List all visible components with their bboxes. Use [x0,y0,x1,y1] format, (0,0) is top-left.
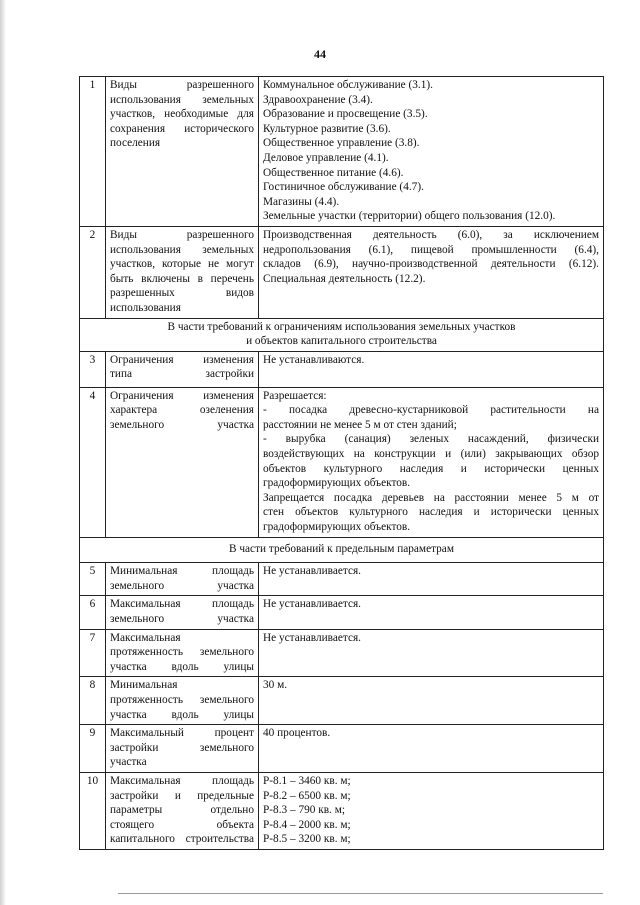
parameter-name-line: участка вдоль улицы [110,660,254,673]
table-row [80,77,604,227]
value-line: Специальная деятельность (12.2). [263,272,426,285]
row-number: 9 [80,725,106,773]
value-line: Р-8.4 – 2000 кв. м; [263,818,351,831]
value-line: 30 м. [263,679,288,692]
value-line: расстоянии не менее 5 м от стен зданий; [263,418,457,431]
parameter-name [106,677,259,725]
value-line: Р-8.2 – 6500 кв. м; [263,789,351,802]
value-line: Образование и просвещение (3.5). [263,108,428,121]
parameter-value [259,725,604,773]
parameter-value [259,351,604,387]
value-line: Здравоохранение (3.4). [263,93,373,106]
parameter-name-line: использования земельных [110,243,254,256]
parameter-name-line: стоящего объекта [110,818,254,831]
table-row [80,563,604,596]
value-line: Деловое управление (4.1). [263,151,389,164]
value-line: Магазины (4.4). [263,195,340,208]
value-line: Разрешается: [263,389,327,402]
table-row [80,629,604,677]
value-line: недропользования (6.1), пищевой промышленности (6.4), [263,243,599,256]
value-line: Не устанавливаются. [263,353,365,366]
parameter-name-line: Минимальная площадь [110,565,254,578]
value-line: стен объектов культурного наследия и исторически ценных [263,506,599,519]
parameter-name [106,629,259,677]
table-row [80,387,604,537]
parameter-value [259,226,604,318]
parameter-name [106,387,259,537]
row-number: 8 [80,677,106,725]
parameter-value [259,563,604,596]
parameter-name-line: параметры отдельно [110,804,254,817]
parameter-name-line: земельного участка [110,418,254,431]
parameter-name-line: использования земельных [110,93,254,106]
parameter-name-line: участка [110,756,147,769]
value-line: Не устанавливается. [263,631,361,644]
value-line: Запрещается посадка деревьев на расстоянии менее 5 м от [263,491,599,504]
row-number: 3 [80,351,106,387]
table-row [80,725,604,773]
regulations-table [79,76,604,850]
value-line: Р-8.5 – 3200 кв. м; [263,833,351,846]
parameter-value [259,387,604,537]
parameter-name-line: Ограничения изменения [110,389,254,402]
parameter-name-line: протяженность земельного [110,646,254,659]
table-row [80,351,604,387]
value-line: Коммунальное обслуживание (3.1). [263,79,433,91]
value-line: складов (6.9), научно-производственной деятельности (6.12). [263,258,599,271]
parameter-name-line: Виды разрешенного [110,79,254,91]
row-number: 4 [80,387,106,537]
value-line: Р-8.3 – 790 кв. м; [263,804,345,817]
parameter-name-line: застройки и предельные [110,789,254,802]
value-line: Общественное управление (3.8). [263,137,420,150]
row-number: 2 [80,226,106,318]
parameter-name-line: участка вдоль улицы [110,708,254,721]
parameter-value [259,677,604,725]
parameter-name-line: сохранения исторического [110,122,254,135]
parameter-name-line: Минимальная [110,679,178,692]
value-line: Не устанавливается. [263,598,361,611]
parameter-name-line: Максимальная площадь [110,598,254,611]
parameter-name-line: Максимальный процент [110,727,254,740]
parameter-name-line: характера озеленения [110,404,254,417]
value-line: Культурное развитие (3.6). [263,122,391,135]
value-line: Не устанавливается. [263,565,361,578]
value-line: объектов культурного наследия и исторически ценных [263,462,599,475]
parameter-name [106,226,259,318]
section-heading-line: В части требований к ограничениям использования земельных участков [167,320,516,333]
parameter-name-line: капитального строительства [110,833,254,846]
parameter-name-line: использования [110,301,181,314]
parameter-value [259,629,604,677]
value-line: градоформирующих объектов. [263,521,411,534]
section-heading-line: и объектов капитального строительства [246,335,437,348]
parameter-name-line: Ограничения изменения [110,353,254,366]
parameter-name [106,563,259,596]
value-line: градоформирующих объектов. [263,477,411,490]
parameter-value [259,596,604,629]
parameter-name-line: Максимальная площадь [110,774,254,787]
row-number: 6 [80,596,106,629]
scan-edge [0,0,6,905]
parameter-name [106,725,259,773]
table-row [80,772,604,849]
value-line: Общественное питание (4.6). [263,166,404,179]
parameter-name-line: быть включены в перечень [110,272,254,285]
parameter-name [106,772,259,849]
parameter-name-line: поселения [110,137,161,150]
value-line: - посадка древесно-кустарниковой растительности на [263,404,599,417]
parameter-name-line: типа застройки [110,368,254,381]
row-number: 1 [80,77,106,227]
parameter-name-line: протяженность земельного [110,693,254,706]
table-row [80,677,604,725]
section-heading: В части требований к предельным параметрам [80,537,604,563]
parameter-value [259,77,604,227]
page-number: 44 [314,47,326,61]
value-line: воздействующих на конструкции и (или) закрывающих обзор [263,448,599,461]
parameter-name-line: Максимальная [110,631,181,644]
section-row [80,537,604,563]
table-row [80,226,604,318]
parameter-name-line: участков, которые не могут [110,258,254,271]
parameter-name [106,351,259,387]
parameter-name-line: участков, необходимые для [110,108,254,121]
page-bottom-rule [118,893,603,894]
section-row [80,318,604,351]
parameter-name-line: застройки земельного [110,741,254,754]
section-heading [80,318,604,351]
parameter-name-line: Виды разрешенного [110,228,254,241]
row-number: 7 [80,629,106,677]
value-line: Земельные участки (территории) общего пользования (12.0). [263,210,556,223]
parameter-name [106,596,259,629]
row-number: 5 [80,563,106,596]
value-line: Производственная деятельность (6.0), за исключением [263,228,599,241]
value-line: Р-8.1 – 3460 кв. м; [263,774,351,787]
parameter-value [259,772,604,849]
value-line: 40 процентов. [263,727,331,740]
value-line: - вырубка (санация) зеленых насаждений, физически [263,433,599,446]
row-number: 10 [80,772,106,849]
table-row [80,596,604,629]
parameter-name-line: разрешенных видов [110,287,254,300]
parameter-name-line: земельного участка [110,613,254,625]
parameter-name [106,77,259,227]
parameter-name-line: земельного участка [110,579,254,592]
value-line: Гостиничное обслуживание (4.7). [263,181,424,194]
